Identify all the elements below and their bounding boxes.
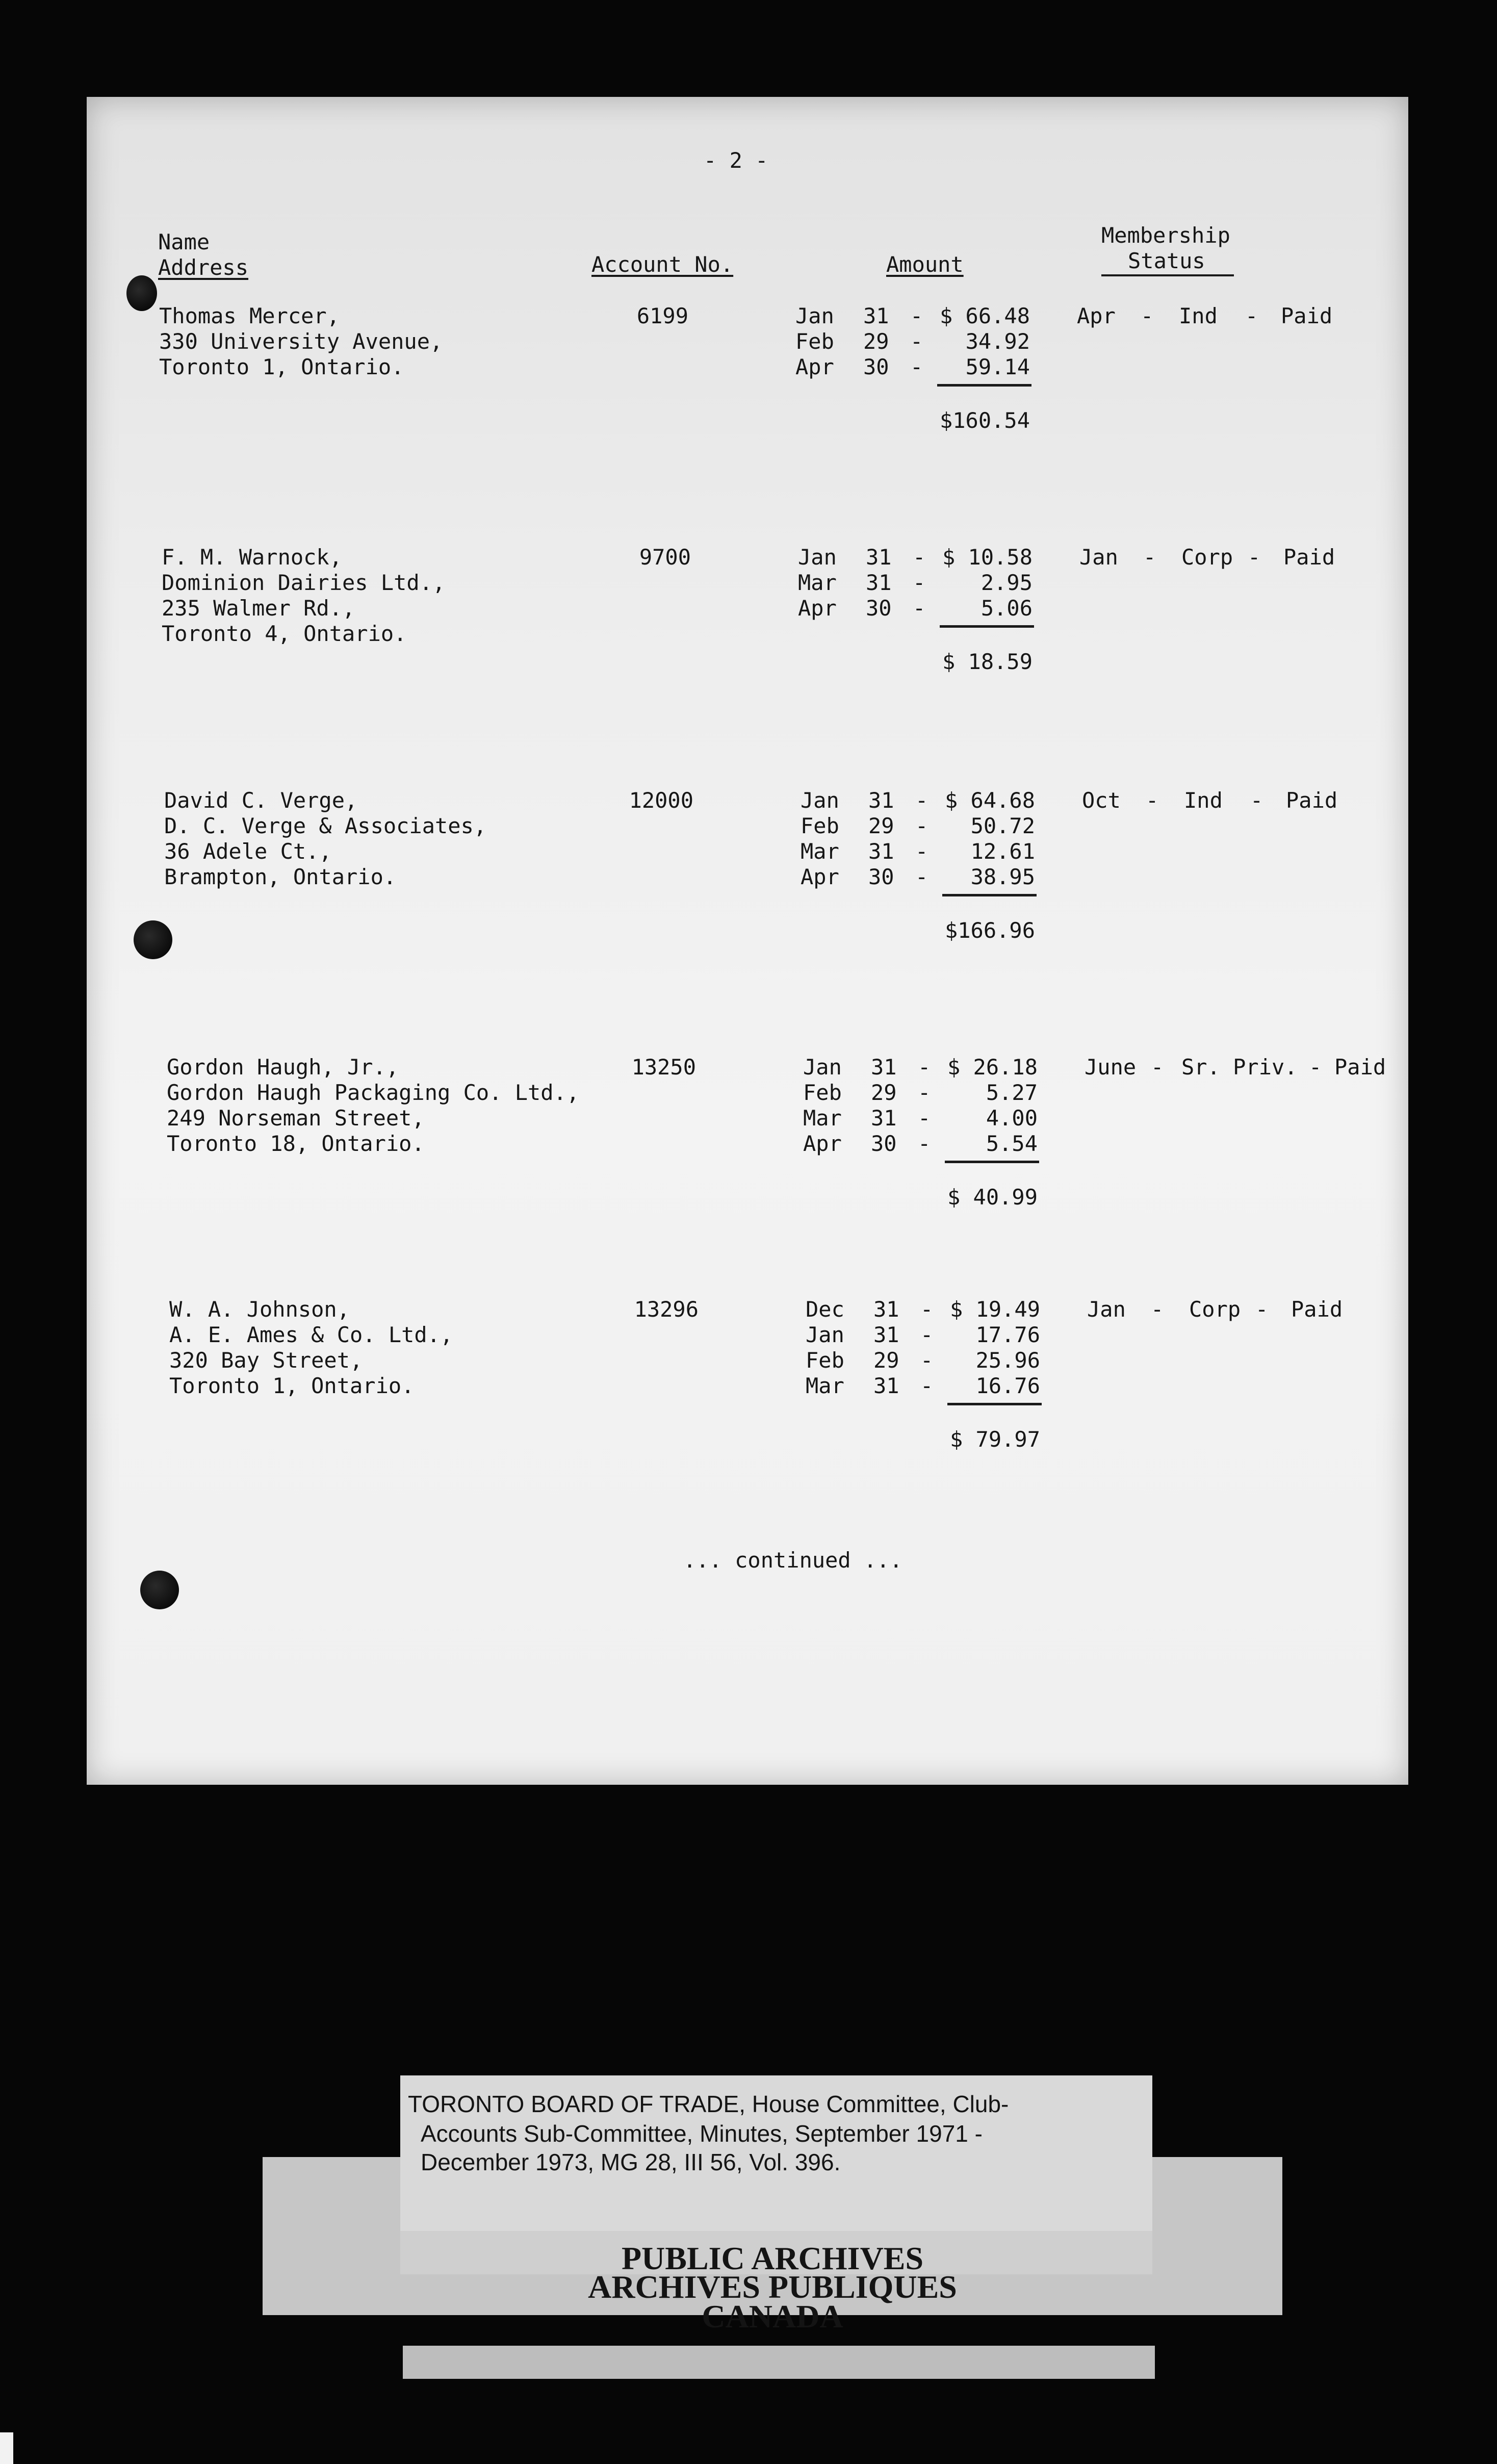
address-line: W. A. Johnson, — [169, 1297, 350, 1322]
header-status-underline — [1101, 274, 1234, 276]
status-dash: - — [1255, 1297, 1269, 1322]
charge-day: 30 — [863, 354, 889, 379]
status-dash: - — [1245, 303, 1258, 328]
charge-amount: 4.00 — [986, 1106, 1038, 1131]
charge-day: 30 — [871, 1131, 897, 1156]
account-number: 13296 — [634, 1297, 699, 1322]
charge-dash: - — [910, 329, 923, 354]
status-month: Jan — [1087, 1297, 1126, 1322]
page-number: - 2 - — [704, 148, 768, 173]
charge-dash: - — [918, 1055, 931, 1080]
entry-total: $ 79.97 — [949, 1427, 1040, 1452]
status-paid: Paid — [1281, 303, 1333, 328]
charge-dash: - — [918, 1106, 931, 1131]
archive-stamp-line-3: CANADA — [702, 2298, 843, 2334]
charge-day: 31 — [871, 1055, 897, 1080]
charge-dash: - — [920, 1322, 934, 1347]
entry-total: $ 40.99 — [947, 1185, 1038, 1210]
status-type: Ind — [1184, 788, 1223, 813]
continued-note: ... continued ... — [683, 1548, 902, 1573]
charge-dash: - — [920, 1373, 934, 1398]
charge-dash: - — [913, 596, 926, 621]
charge-amount: 50.72 — [970, 813, 1035, 838]
address-line: Brampton, Ontario. — [164, 864, 397, 889]
charge-month: Feb — [801, 813, 839, 838]
charge-day: 29 — [868, 813, 894, 838]
total-rule — [937, 384, 1031, 387]
charge-month: Apr — [803, 1131, 842, 1156]
status-dash: - — [1143, 545, 1156, 570]
charge-month: Apr — [795, 354, 834, 379]
status-dash: - — [1248, 545, 1261, 570]
punch-hole-top — [126, 275, 157, 311]
charge-month: Mar — [798, 570, 837, 595]
total-rule — [947, 1403, 1042, 1405]
address-line: Dominion Dairies Ltd., — [162, 570, 446, 595]
header-amount: Amount — [886, 252, 964, 277]
charge-day: 31 — [873, 1373, 899, 1398]
charge-day: 31 — [863, 303, 889, 328]
status-type: Sr. Priv. — [1181, 1055, 1298, 1080]
charge-month: Jan — [806, 1322, 844, 1347]
status-paid: Paid — [1291, 1297, 1343, 1322]
charge-day: 31 — [866, 545, 892, 570]
archive-stamp-line-1: PUBLIC ARCHIVES — [621, 2240, 924, 2276]
status-dash: - — [1151, 1297, 1164, 1322]
charge-dash: - — [915, 788, 928, 813]
status-month: Apr — [1077, 303, 1116, 328]
account-number: 12000 — [629, 788, 693, 813]
charge-dash: - — [920, 1297, 934, 1322]
address-line: David C. Verge, — [164, 788, 358, 813]
charge-month: Mar — [803, 1106, 842, 1131]
charge-day: 29 — [873, 1348, 899, 1373]
charge-amount: $ 66.48 — [939, 303, 1030, 328]
address-line: 235 Walmer Rd., — [162, 596, 355, 621]
address-line: Toronto 4, Ontario. — [162, 621, 407, 646]
header-name: Name — [158, 229, 210, 254]
charge-amount: 59.14 — [965, 354, 1030, 379]
charge-dash: - — [920, 1348, 934, 1373]
header-status: Status — [1128, 248, 1205, 273]
punch-hole-bottom — [140, 1571, 179, 1609]
charge-day: 31 — [868, 839, 894, 864]
status-month: Oct — [1082, 788, 1121, 813]
charge-amount: 12.61 — [970, 839, 1035, 864]
address-line: Gordon Haugh Packaging Co. Ltd., — [167, 1080, 580, 1105]
charge-dash: - — [913, 545, 926, 570]
charge-dash: - — [910, 354, 923, 379]
charge-amount: $ 19.49 — [949, 1297, 1040, 1322]
header-address: Address — [158, 255, 249, 280]
charge-day: 29 — [863, 329, 889, 354]
charge-day: 31 — [868, 788, 894, 813]
status-type: Ind — [1179, 303, 1218, 328]
charge-amount: 38.95 — [970, 864, 1035, 889]
film-edge-mark — [0, 2432, 13, 2464]
archive-caption-line-3: December 1973, MG 28, III 56, Vol. 396. — [421, 2149, 841, 2175]
punch-hole-middle — [134, 920, 172, 959]
entry-total: $160.54 — [939, 408, 1030, 433]
address-line: Toronto 1, Ontario. — [169, 1373, 415, 1398]
status-paid: Paid — [1283, 545, 1335, 570]
total-rule — [945, 1161, 1039, 1163]
charge-day: 30 — [868, 864, 894, 889]
status-month: June — [1085, 1055, 1137, 1080]
status-dash: - — [1151, 1055, 1164, 1080]
charge-day: 29 — [871, 1080, 897, 1105]
entry-total: $ 18.59 — [942, 649, 1033, 674]
status-dash: - — [1146, 788, 1159, 813]
address-line: F. M. Warnock, — [162, 545, 343, 570]
charge-amount: $ 10.58 — [942, 545, 1033, 570]
charge-month: Mar — [801, 839, 839, 864]
charge-month: Jan — [795, 303, 834, 328]
account-number: 6199 — [636, 303, 688, 328]
total-rule — [942, 894, 1037, 896]
archive-stamp-line-2: ARCHIVES PUBLIQUES — [588, 2269, 957, 2305]
status-dash: - — [1141, 303, 1154, 328]
status-type: Corp — [1181, 545, 1233, 570]
address-line: 330 University Avenue, — [159, 329, 443, 354]
status-paid: Paid — [1286, 788, 1338, 813]
charge-day: 30 — [866, 596, 892, 621]
entry-total: $166.96 — [944, 918, 1035, 943]
charge-amount: 17.76 — [975, 1322, 1040, 1347]
status-type: Corp — [1189, 1297, 1241, 1322]
charge-dash: - — [915, 813, 928, 838]
charge-amount: 5.54 — [986, 1131, 1038, 1156]
charge-month: Apr — [801, 864, 839, 889]
charge-day: 31 — [873, 1322, 899, 1347]
charge-month: Dec — [806, 1297, 844, 1322]
status-paid: Paid — [1334, 1055, 1386, 1080]
charge-dash: - — [910, 303, 923, 328]
charge-dash: - — [918, 1131, 931, 1156]
charge-day: 31 — [873, 1297, 899, 1322]
address-line: A. E. Ames & Co. Ltd., — [169, 1322, 453, 1347]
charge-month: Feb — [806, 1348, 844, 1373]
address-line: Toronto 1, Ontario. — [159, 354, 404, 379]
charge-day: 31 — [866, 570, 892, 595]
archive-label-strip — [403, 2346, 1155, 2379]
charge-month: Apr — [798, 596, 837, 621]
status-dash: - — [1250, 788, 1263, 813]
archive-caption-line-2: Accounts Sub-Committee, Minutes, September 1971 - — [421, 2120, 983, 2147]
charge-month: Mar — [806, 1373, 844, 1398]
charge-amount: 34.92 — [965, 329, 1030, 354]
status-month: Jan — [1079, 545, 1118, 570]
charge-amount: 5.06 — [980, 596, 1033, 621]
charge-amount: 2.95 — [980, 570, 1033, 595]
address-line: Toronto 18, Ontario. — [167, 1131, 425, 1156]
charge-amount: $ 64.68 — [944, 788, 1035, 813]
charge-dash: - — [915, 839, 928, 864]
total-rule — [940, 625, 1034, 628]
charge-month: Jan — [798, 545, 837, 570]
address-line: Thomas Mercer, — [159, 303, 340, 328]
address-line: D. C. Verge & Associates, — [164, 813, 487, 838]
charge-month: Feb — [795, 329, 834, 354]
status-dash: - — [1309, 1055, 1322, 1080]
charge-dash: - — [918, 1080, 931, 1105]
charge-month: Feb — [803, 1080, 842, 1105]
charge-amount: 5.27 — [986, 1080, 1038, 1105]
archive-caption-line-1: TORONTO BOARD OF TRADE, House Committee, Club- — [408, 2091, 1009, 2117]
charge-amount: $ 26.18 — [947, 1055, 1038, 1080]
charge-dash: - — [913, 570, 926, 595]
charge-month: Jan — [801, 788, 839, 813]
address-line: Gordon Haugh, Jr., — [167, 1055, 399, 1080]
charge-amount: 25.96 — [975, 1348, 1040, 1373]
address-line: 320 Bay Street, — [169, 1348, 363, 1373]
charge-amount: 16.76 — [975, 1373, 1040, 1398]
charge-day: 31 — [871, 1106, 897, 1131]
header-membership: Membership — [1101, 223, 1230, 248]
charge-dash: - — [915, 864, 928, 889]
address-line: 249 Norseman Street, — [167, 1106, 425, 1131]
account-number: 13250 — [631, 1055, 696, 1080]
address-line: 36 Adele Ct., — [164, 839, 332, 864]
header-account: Account No. — [591, 252, 734, 277]
account-number: 9700 — [639, 545, 691, 570]
charge-month: Jan — [803, 1055, 842, 1080]
